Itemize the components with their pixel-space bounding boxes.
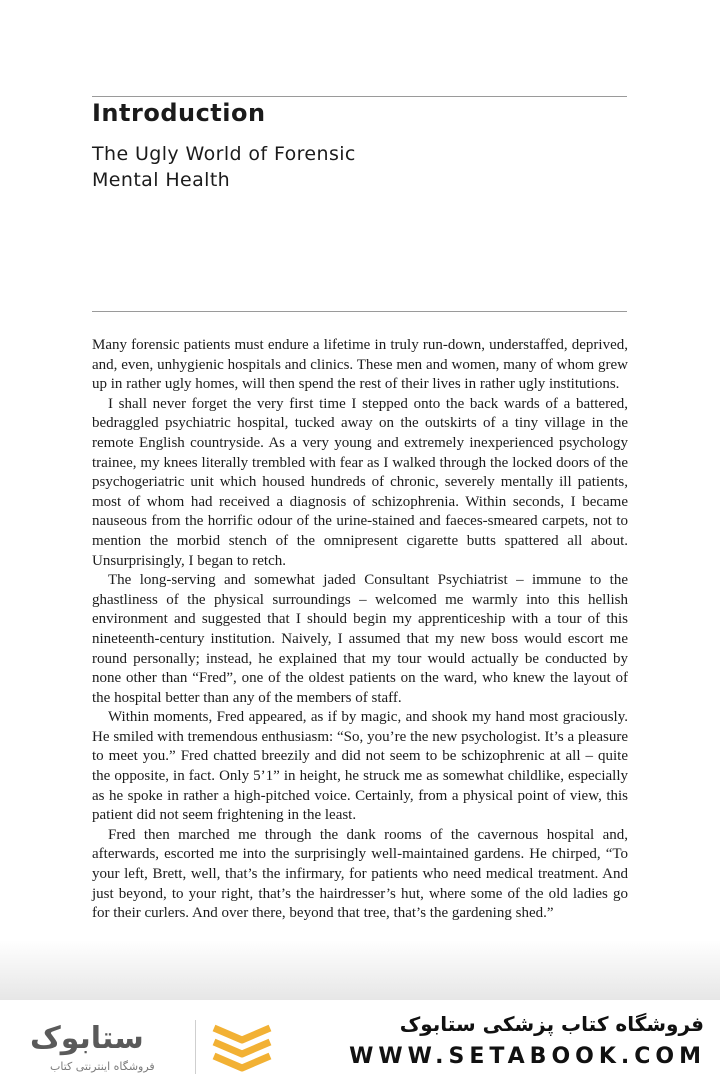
paragraph: Many forensic patients must endure a lifetime in truly run-down, understaffed, deprived, and, even, unhygienic hospitals and clinics. These men and women, many of whom grew up in rather ugly homes, will then spend the rest of their lives in rather ugly institutions. — [92, 337, 628, 393]
chapter-title-line-2: Mental Health — [92, 169, 231, 191]
chapter-title-line-1: The Ugly World of Forensic — [92, 143, 356, 165]
chapter-label: Introduction — [92, 99, 266, 127]
section-rule — [92, 311, 627, 312]
body-text — [92, 336, 628, 924]
store-name: فروشگاه کتاب پزشکی ستابوک — [399, 1012, 704, 1036]
store-logo[interactable] — [30, 1018, 280, 1076]
logo-tagline: فروشگاه اینترنتی کتاب — [50, 1060, 155, 1073]
paragraph: The long-serving and somewhat jaded Consultant Psychiatrist – immune to the ghastliness of the physical surroundings – welcomed me warmly into this hellish environment and suggested that I should begin my apprenticeship with a tour of this nineteenth-century institution. Naively, I assumed that my new boss would escort me round personally; instead, he explained that my tour would actually be conducted by none other than “Fred”, one of the oldest patients on the ward, who knew the layout of the hospital better than any of the members of staff. — [92, 572, 628, 706]
paragraph: I shall never forget the very first time I stepped onto the back wards of a battered, bedraggled psychiatric hospital, tucked away on the outskirts of a tiny village in the remote English countryside. As a very young and extremely inexperienced psychology trainee, my knees literally trembled with fear as I walked through the locked doors of the psychogeriatric unit which housed hundreds of chronic, severely mentally ill patients, most of whom had received a diagnosis of schizophrenia. Within seconds, I became nauseous from the horrific odour of the urine-stained and faeces-smeared carpets, not to mention the morbid stench of the omnipresent cigarette butts spattered all about. Unsurprisingly, I began to retch. — [92, 395, 628, 569]
chevron-stack-icon — [210, 1022, 274, 1072]
paragraph: Within moments, Fred appeared, as if by magic, and shook my hand most graciously. He smiled with tremendous enthusiasm: “So, you’re the new psychologist. It’s a pleasure to meet you.” Fred chatted breezily and did not seem to be schizophrenic at all – quite the opposite, in fact. Only 5’1” in height, he struck me as somewhat childlike, especially as he spoke in rather a high-pitched voice. Certainly, from a physical point of view, this patient did not seem frightening in the least. — [92, 709, 628, 824]
logo-divider — [195, 1020, 196, 1074]
logo-wordmark: ستابوک — [30, 1021, 144, 1056]
store-url-link[interactable]: WWW.SETABOOK.COM — [349, 1044, 706, 1069]
paragraph: Fred then marched me through the dank rooms of the cavernous hospital and, afterwards, escorted me into the surprisingly well-maintained gardens. He chirped, “To your left, Brett, well, that’s the infirmary, for patients who need medical treatment. And just beyond, to your right, that’s the hairdresser’s hut, where some of the old ladies go for their curlers. And over there, beyond that tree, that’s the gardening shed.” — [92, 826, 628, 922]
store-banner — [0, 1000, 720, 1080]
top-rule — [92, 96, 627, 97]
chapter-title — [92, 141, 512, 193]
page-fade — [0, 940, 720, 1002]
